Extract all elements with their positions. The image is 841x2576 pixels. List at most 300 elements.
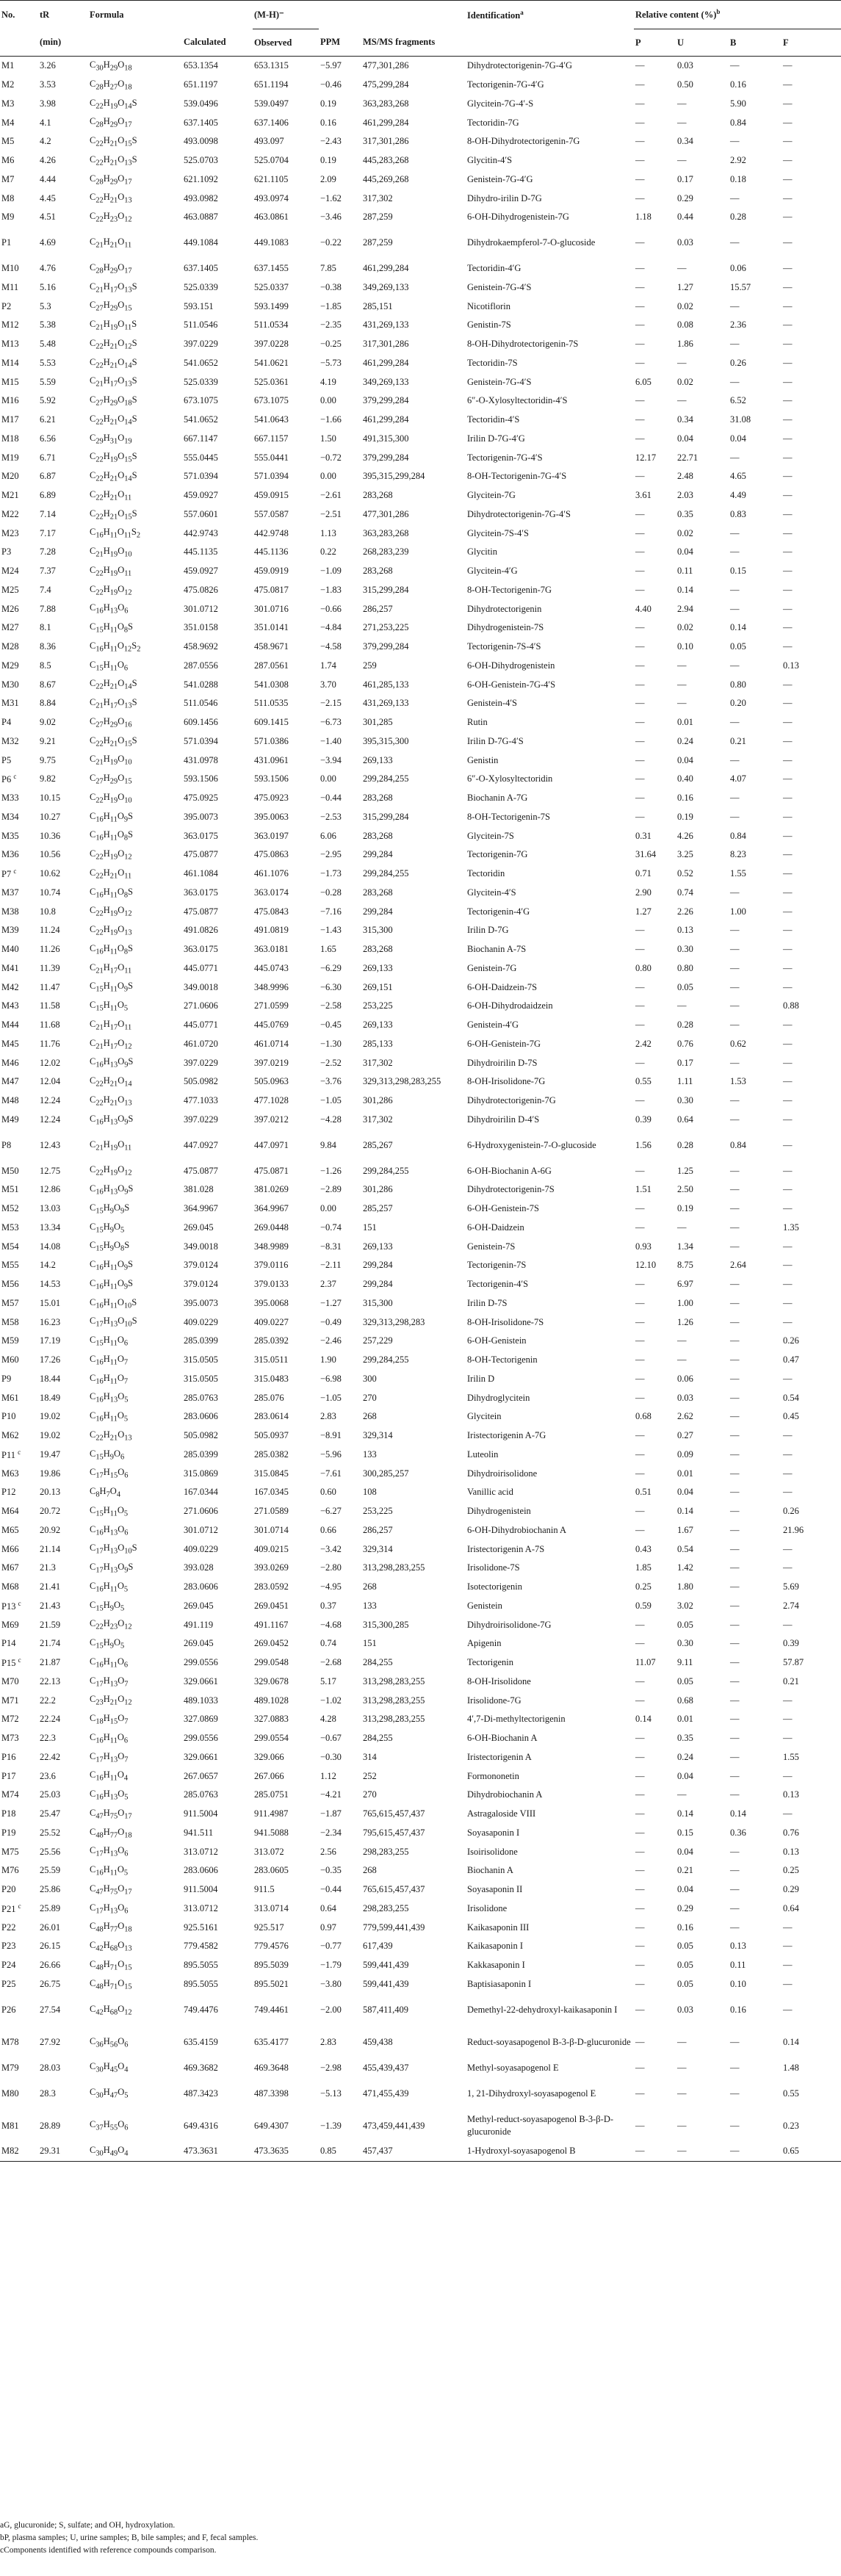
cell-tr: 13.03 xyxy=(40,1203,61,1214)
cell-identification: Biochanin A-7G xyxy=(467,793,528,804)
cell-no: M52 xyxy=(1,1203,19,1214)
cell-identification: Irisolidone xyxy=(467,1902,508,1913)
cell-f: 5.69 xyxy=(783,1581,799,1592)
cell-identification: 4′,7-Di-methyltectorigenin xyxy=(467,1714,566,1725)
cell-msms: 283,268 xyxy=(363,887,393,898)
cell-observed: 285.0751 xyxy=(254,1789,289,1800)
cell-formula: $C_{16}H_{11}O_9S$ xyxy=(90,1277,133,1291)
cell-p: 11.07 xyxy=(635,1657,656,1668)
cell-u: 0.29 xyxy=(677,1902,693,1913)
cell-p: 1.27 xyxy=(635,906,651,917)
cell-msms: 313,298,283,255 xyxy=(363,1562,425,1573)
cell-observed: 301.0714 xyxy=(254,1524,289,1535)
cell-observed: 489.1028 xyxy=(254,1695,289,1706)
cell-msms: 299,284,255 xyxy=(363,868,409,879)
cell-u: 2.62 xyxy=(677,1411,693,1422)
table-row xyxy=(0,524,841,543)
cell-observed: 557.0587 xyxy=(254,508,289,519)
cell-p: — xyxy=(635,1297,645,1308)
cell-ppm: 1.74 xyxy=(320,660,336,671)
cell-tr: 19.47 xyxy=(40,1448,61,1460)
cell-calculated: 649.4316 xyxy=(184,2120,218,2131)
cell-calculated: 271.0606 xyxy=(184,1506,218,1517)
cell-calculated: 329.0661 xyxy=(184,1675,218,1686)
cell-formula: $C_{27}H_{29}O_{18}S$ xyxy=(90,394,137,408)
cell-p: — xyxy=(635,1203,645,1214)
cell-ppm: −2.98 xyxy=(320,2062,342,2073)
table-row xyxy=(0,170,841,190)
cell-no: P1 xyxy=(1,237,12,248)
table-row xyxy=(0,1275,841,1294)
cell-formula: $C_{30}H_{47}O_5$ xyxy=(90,2087,129,2100)
table-row xyxy=(0,113,841,132)
cell-formula: $C_{17}H_{13}O_9S$ xyxy=(90,1562,134,1575)
cell-formula: $C_{21}H_{17}O_{11}$ xyxy=(90,962,132,975)
cell-msms: 299,284 xyxy=(363,906,393,917)
cell-b: 0.14 xyxy=(730,622,746,633)
cell-u: 0.74 xyxy=(677,887,693,898)
cell-p: — xyxy=(635,717,645,728)
cell-identification: Kaikasaponin I xyxy=(467,1941,524,1952)
cell-p: — xyxy=(635,735,645,746)
cell-b: — xyxy=(730,1468,740,1479)
cell-no: M51 xyxy=(1,1184,19,1195)
cell-f: — xyxy=(783,490,793,501)
cell-f: — xyxy=(783,1038,793,1049)
cell-no: P12 xyxy=(1,1487,16,1498)
cell-identification: Iristectorigenin A-7G xyxy=(467,1430,546,1441)
cell-msms: 315,300,285 xyxy=(363,1619,409,1630)
cell-b: — xyxy=(729,2142,782,2161)
cell-identification: Rutin xyxy=(467,717,488,728)
cell-p: 0.14 xyxy=(635,1714,651,1725)
cell-p: — xyxy=(635,1808,645,1819)
table-row xyxy=(0,2142,841,2161)
col-tr-label: tR xyxy=(40,9,50,20)
cell-u: — xyxy=(677,698,687,709)
cell-identification: Dihydroirisolidone xyxy=(467,1468,538,1479)
cell-p: — xyxy=(635,237,645,248)
cell-f: — xyxy=(783,944,793,955)
cell-identification: Genistein-7G-4′S xyxy=(467,281,532,292)
cell-calculated: 593.1506 xyxy=(184,773,218,784)
cell-u: 0.68 xyxy=(677,1695,693,1706)
cell-tr: 8.5 xyxy=(40,660,51,671)
cell-formula: $C_{16}H_{11}O_8S$ xyxy=(90,829,133,843)
cell-p: — xyxy=(635,1373,645,1384)
cell-p: — xyxy=(635,2036,645,2047)
cell-no: M82 xyxy=(0,2142,38,2161)
table-row xyxy=(0,657,841,676)
table-row xyxy=(0,1767,841,1786)
cell-msms: 269,133 xyxy=(363,754,393,765)
cell-observed: 442.9748 xyxy=(254,527,289,538)
cell-ppm: −3.46 xyxy=(320,212,342,223)
cell-b: 0.20 xyxy=(730,698,746,709)
cell-formula: $C_{16}H_{11}O_9S$ xyxy=(90,1259,133,1272)
cell-observed: 649.4307 xyxy=(254,2120,289,2131)
cell-identification: Tectorigenin xyxy=(467,1657,513,1668)
cell-ppm: 0.66 xyxy=(320,1524,336,1535)
cell-tr: 10.36 xyxy=(40,830,61,841)
cell-identification: Soyasaponin II xyxy=(467,1884,523,1895)
cell-u: 0.03 xyxy=(677,1392,693,1403)
cell-calculated: 541.0652 xyxy=(184,357,218,368)
cell-no: M21 xyxy=(1,490,19,501)
cell-p: 1.85 xyxy=(635,1562,651,1573)
col-mh: (M-H)⁻ xyxy=(253,1,319,29)
cell-formula: $C_{15}H_{11}O_6$ xyxy=(90,1335,129,1348)
cell-calculated: 269.045 xyxy=(184,1638,214,1649)
cell-no: P19 xyxy=(1,1827,16,1838)
cell-u: 0.04 xyxy=(677,433,693,444)
cell-identification: 8-OH-Tectorigenin-7G-4′S xyxy=(467,471,567,482)
cell-formula: $C_{16}H_{11}O_5$ xyxy=(90,1410,129,1424)
table-row xyxy=(0,1111,841,1130)
cell-observed: 315.0511 xyxy=(254,1354,289,1365)
cell-ppm: −1.73 xyxy=(320,868,342,879)
cell-b: — xyxy=(730,452,740,463)
cell-f: — xyxy=(783,925,793,936)
cell-identification: Dihydrotectorigenin-7S xyxy=(467,1184,555,1195)
cell-no: M80 xyxy=(1,2088,19,2099)
cell-msms: 445,283,268 xyxy=(363,155,409,166)
cell-no: P8 xyxy=(1,1139,12,1150)
cell-observed: 925.517 xyxy=(254,1922,284,1933)
cell-calculated: 409.0229 xyxy=(184,1316,218,1327)
cell-ppm: −1.85 xyxy=(320,300,342,311)
cell-formula: $C_{22}H_{19}O_{13}$ xyxy=(90,924,132,937)
cell-b: — xyxy=(730,546,740,558)
cell-tr: 12.86 xyxy=(40,1184,61,1195)
cell-no: P2 xyxy=(1,300,12,311)
cell-b: — xyxy=(730,1114,740,1125)
cell-calculated: 637.1405 xyxy=(184,263,218,274)
cell-formula: $C_{21}H_{17}O_{13}S$ xyxy=(90,281,137,295)
cell-msms: 477,301,286 xyxy=(363,60,409,71)
cell-p: — xyxy=(635,1316,645,1327)
cell-p: — xyxy=(635,1222,645,1233)
cell-identification: Biochanin A-7S xyxy=(467,944,527,955)
cell-p: — xyxy=(635,98,645,109)
cell-f: 1.48 xyxy=(783,2062,799,2073)
cell-ppm: 0.22 xyxy=(320,546,336,558)
cell-observed: 555.0441 xyxy=(254,452,289,463)
cell-p: — xyxy=(635,1020,645,1031)
cell-ppm: −2.51 xyxy=(320,508,342,519)
table-row xyxy=(0,392,841,411)
cell-msms: 300,285,257 xyxy=(363,1468,409,1479)
cell-b: — xyxy=(730,603,740,614)
col-msms: MS/MS fragments xyxy=(361,29,466,57)
cell-msms: 283,268 xyxy=(363,490,393,501)
table-row xyxy=(0,638,841,657)
cell-tr: 6.87 xyxy=(40,471,56,482)
cell-observed: 911.5 xyxy=(254,1884,275,1895)
cell-observed: 313.072 xyxy=(254,1846,284,1857)
cell-calculated: 489.1033 xyxy=(184,1695,218,1706)
cell-msms: 315,299,284 xyxy=(363,811,409,822)
cell-no: M35 xyxy=(1,830,19,841)
cell-formula: $C_{21}H_{19}O_{10}$ xyxy=(90,546,132,559)
cell-no: M6 xyxy=(1,155,15,166)
cell-no: M74 xyxy=(1,1789,19,1800)
cell-msms: 151 xyxy=(363,1222,377,1233)
footnotes xyxy=(0,2519,841,2557)
cell-calculated: 895.5055 xyxy=(184,1960,218,1971)
cell-f: — xyxy=(783,1808,793,1819)
col-tr-unit: (min) xyxy=(38,29,88,57)
cell-u: 0.27 xyxy=(677,1430,693,1441)
cell-p: — xyxy=(635,155,645,166)
cell-observed: 571.0394 xyxy=(254,471,289,482)
cell-formula: $C_{27}H_{29}O_{15}$ xyxy=(90,773,132,786)
cell-ppm: −2.53 xyxy=(320,811,342,822)
cell-f: — xyxy=(783,339,793,350)
cell-b: 0.84 xyxy=(730,1139,746,1150)
cell-msms: 457,437 xyxy=(361,2142,466,2161)
cell-ppm: 0.64 xyxy=(320,1902,336,1913)
cell-msms: 284,255 xyxy=(363,1733,393,1744)
cell-b: — xyxy=(730,1846,740,1857)
cell-calculated: 911.5004 xyxy=(184,1884,218,1895)
cell-b: — xyxy=(730,1524,740,1535)
cell-observed: 271.0599 xyxy=(254,1000,289,1011)
cell-identification: Tectorigenin-4′S xyxy=(467,1279,529,1290)
cell-u: 0.06 xyxy=(677,1373,693,1384)
cell-p: — xyxy=(635,1430,645,1441)
cell-b: — xyxy=(730,1675,740,1686)
cell-observed: 511.0535 xyxy=(254,698,289,709)
cell-u: 0.19 xyxy=(677,811,693,822)
cell-no: M26 xyxy=(1,603,19,614)
cell-observed: 459.0915 xyxy=(254,490,289,501)
cell-p: 6.05 xyxy=(635,376,651,387)
cell-ppm: −0.77 xyxy=(320,1941,342,1952)
table-row xyxy=(0,845,841,865)
table-row xyxy=(0,1597,841,1616)
cell-no: M34 xyxy=(1,811,19,822)
cell-b: 0.62 xyxy=(730,1038,746,1049)
cell-p: — xyxy=(635,811,645,822)
table-row xyxy=(0,543,841,562)
cell-msms: 285,151 xyxy=(363,300,393,311)
col-f: F xyxy=(782,29,841,57)
cell-b: 0.14 xyxy=(730,1808,746,1819)
table-row xyxy=(0,826,841,845)
table-row xyxy=(0,694,841,713)
table-row xyxy=(0,1673,841,1692)
cell-u: 0.35 xyxy=(677,1733,693,1744)
cell-calculated: 329.0661 xyxy=(184,1751,218,1762)
cell-u: 0.01 xyxy=(677,1714,693,1725)
cell-tr: 6.71 xyxy=(40,452,56,463)
cell-f: — xyxy=(783,320,793,331)
cell-identification: Iristectorigenin A xyxy=(467,1751,532,1762)
cell-tr: 27.92 xyxy=(40,2036,61,2047)
col-identification-label: Identification xyxy=(467,10,521,21)
cell-tr: 21.3 xyxy=(40,1562,56,1573)
cell-calculated: 459.0927 xyxy=(184,490,218,501)
cell-u: 1.42 xyxy=(677,1562,693,1573)
cell-msms: 313,298,283,255 xyxy=(363,1675,425,1686)
cell-f: 0.23 xyxy=(783,2120,799,2131)
cell-tr: 21.41 xyxy=(40,1581,61,1592)
cell-no: M19 xyxy=(1,452,19,463)
cell-b: — xyxy=(730,1770,740,1781)
cell-b: 0.13 xyxy=(730,1941,746,1952)
cell-u: 0.44 xyxy=(677,212,693,223)
cell-observed: 637.1406 xyxy=(254,117,289,128)
cell-u: 0.04 xyxy=(677,754,693,765)
cell-observed: 329.066 xyxy=(254,1751,284,1762)
table-row xyxy=(0,278,841,297)
cell-observed: 511.0534 xyxy=(254,320,289,331)
cell-observed: 635.4177 xyxy=(254,2036,289,2047)
cell-b: 0.21 xyxy=(730,735,746,746)
cell-ppm: 2.56 xyxy=(320,1846,336,1857)
cell-calculated: 285.0399 xyxy=(184,1335,218,1346)
cell-observed: 493.097 xyxy=(254,136,284,147)
cell-no: M67 xyxy=(1,1562,19,1573)
cell-ppm: 0.19 xyxy=(320,98,336,109)
cell-tr: 11.26 xyxy=(40,944,60,955)
cell-f: 57.87 xyxy=(783,1657,804,1668)
table-row xyxy=(0,1615,841,1634)
cell-u: — xyxy=(677,155,687,166)
cell-calculated: 315.0505 xyxy=(184,1354,218,1365)
cell-p: 0.93 xyxy=(635,1241,651,1252)
cell-observed: 539.0497 xyxy=(254,98,289,109)
cell-identification: Soyasaponin I xyxy=(467,1827,520,1838)
cell-ppm: −6.73 xyxy=(320,717,342,728)
cell-identification: Genistein xyxy=(467,1600,502,1611)
cell-formula: $C_{30}H_{49}O_4$ xyxy=(88,2142,182,2161)
cell-formula: $C_{22}H_{21}O_{14}S$ xyxy=(90,356,137,370)
cell-b: — xyxy=(730,1373,740,1384)
cell-u: — xyxy=(677,1789,687,1800)
cell-tr: 8.84 xyxy=(40,698,56,709)
cell-b: — xyxy=(730,1657,740,1668)
cell-msms: 475,299,284 xyxy=(363,79,409,90)
cell-no: M71 xyxy=(1,1695,19,1706)
table-row xyxy=(0,1035,841,1054)
cell-msms: 461,299,284 xyxy=(363,263,409,274)
cell-b: — xyxy=(730,1354,740,1365)
cell-identification: Genistein-4′G xyxy=(467,1020,519,1031)
cell-f: — xyxy=(783,887,793,898)
table-row xyxy=(0,76,841,95)
table-row xyxy=(0,1824,841,1843)
cell-b: 1.53 xyxy=(730,1076,746,1087)
cell-identification: Vanillic acid xyxy=(467,1487,513,1498)
cell-ppm: −1.09 xyxy=(320,566,342,577)
cell-formula: $C_{16}H_{11}O_7$ xyxy=(90,1372,129,1386)
cell-b: — xyxy=(730,1789,740,1800)
cell-identification: Astragaloside VIII xyxy=(467,1808,536,1819)
cell-f: — xyxy=(783,1562,793,1573)
cell-observed: 447.0971 xyxy=(254,1139,289,1150)
footnote-b: bP, plasma samples; U, urine samples; B, bile samples; and F, fecal samples. xyxy=(0,2533,259,2542)
cell-msms: 473,459,441,439 xyxy=(363,2120,425,2131)
cell-b: — xyxy=(730,1884,740,1895)
cell-f: 0.13 xyxy=(783,1789,799,1800)
cell-ppm: 3.70 xyxy=(320,679,336,690)
cell-no: M40 xyxy=(1,944,19,955)
cell-calculated: 491.119 xyxy=(184,1619,214,1630)
cell-tr: 5.16 xyxy=(40,281,56,292)
cell-no: M10 xyxy=(1,263,19,274)
cell-msms: 268 xyxy=(363,1581,377,1592)
cell-tr: 25.52 xyxy=(40,1827,61,1838)
cell-observed: 269.0451 xyxy=(254,1600,289,1611)
cell-tr: 21.74 xyxy=(40,1638,61,1649)
cell-observed: 637.1455 xyxy=(254,263,289,274)
cell-observed: 364.9967 xyxy=(254,1203,289,1214)
cell-tr: 25.59 xyxy=(40,1865,61,1876)
cell-calculated: 363.0175 xyxy=(184,944,218,955)
cell-u: 0.05 xyxy=(677,1941,693,1952)
cell-ppm: −1.30 xyxy=(320,1038,342,1049)
cell-observed: 299.0554 xyxy=(254,1733,289,1744)
cell-formula: $C_{22}H_{21}O_{14}$ xyxy=(90,1075,132,1089)
cell-f: — xyxy=(783,60,793,71)
cell-tr: 5.48 xyxy=(40,339,56,350)
table-row xyxy=(0,372,841,392)
cell-calculated: 511.0546 xyxy=(184,320,218,331)
cell-formula: $C_{27}H_{29}O_{16}$ xyxy=(90,715,132,729)
cell-identification: Dihydro-irilin D-7G xyxy=(467,192,542,203)
cell-tr: 13.34 xyxy=(40,1222,61,1233)
cell-ppm: −2.68 xyxy=(320,1657,342,1668)
cell-observed: 475.0843 xyxy=(254,906,289,917)
cell-tr: 21.59 xyxy=(40,1619,61,1630)
cell-tr: 11.47 xyxy=(40,981,60,992)
cell-ppm: −0.44 xyxy=(320,1884,342,1895)
cell-p: — xyxy=(635,471,645,482)
cell-u: — xyxy=(677,2036,687,2047)
cell-f: — xyxy=(783,1114,793,1125)
cell-tr: 6.89 xyxy=(40,490,56,501)
cell-calculated: 299.0556 xyxy=(184,1657,218,1668)
cell-p: — xyxy=(635,1884,645,1895)
cell-observed: 283.0605 xyxy=(254,1865,289,1876)
cell-msms: 317,301,286 xyxy=(363,136,409,147)
cell-observed: 541.0621 xyxy=(254,357,289,368)
cell-observed: 299.0548 xyxy=(254,1657,289,1668)
cell-b: — xyxy=(730,1241,740,1252)
cell-msms: 269,133 xyxy=(363,962,393,973)
cell-identification: Genistein-4′S xyxy=(467,698,518,709)
cell-f: 0.64 xyxy=(783,1902,799,1913)
cell-ppm: 1.65 xyxy=(320,944,336,955)
cell-formula: $C_{28}H_{29}O_{17}$ xyxy=(90,173,132,187)
cell-observed: 475.0817 xyxy=(254,584,289,595)
cell-identification: Glycitein-7S-4′S xyxy=(467,527,529,538)
cell-no: M75 xyxy=(1,1846,19,1857)
cell-tr: 10.15 xyxy=(40,793,61,804)
cell-f: — xyxy=(783,962,793,973)
cell-tr: 7.28 xyxy=(40,546,56,558)
cell-u: — xyxy=(677,357,687,368)
cell-f: — xyxy=(783,811,793,822)
cell-calculated: 269.045 xyxy=(184,1222,214,1233)
cell-u: 0.05 xyxy=(677,1619,693,1630)
cell-msms: 315,300 xyxy=(363,925,393,936)
cell-f: — xyxy=(783,1695,793,1706)
cell-observed: 667.1157 xyxy=(254,433,289,444)
cell-observed: 463.0861 xyxy=(254,212,289,223)
